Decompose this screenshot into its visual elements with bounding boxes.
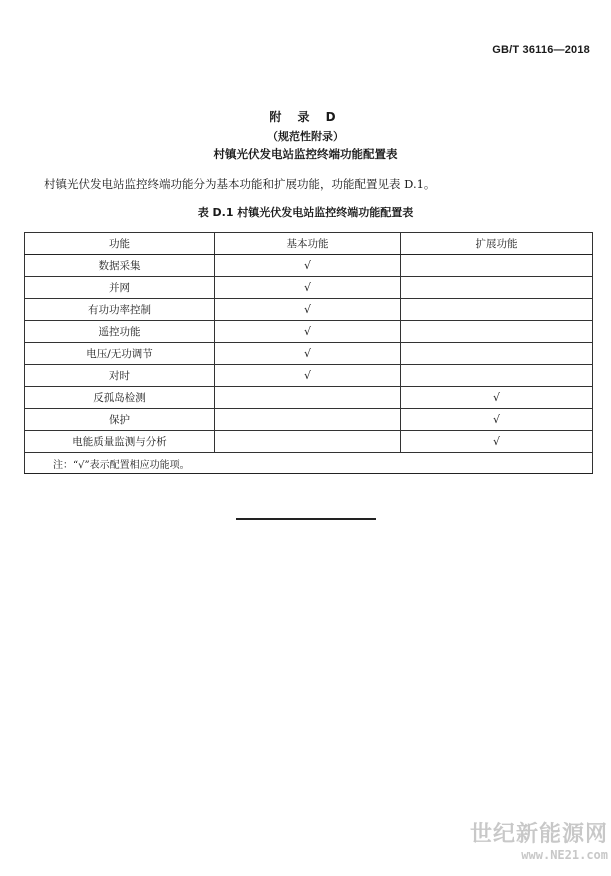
table-row <box>25 299 593 321</box>
table-header-row <box>25 233 593 255</box>
extended-cell <box>401 321 593 343</box>
function-cell: 电压/无功调节 <box>25 343 215 365</box>
basic-cell: √ <box>215 343 401 365</box>
table-row <box>25 255 593 277</box>
table-row <box>25 343 593 365</box>
basic-cell: √ <box>215 277 401 299</box>
table-row <box>25 321 593 343</box>
table-note-row <box>25 453 593 474</box>
function-cell: 并网 <box>25 277 215 299</box>
extended-cell: √ <box>401 431 593 453</box>
appendix-title: 附 录 D <box>269 110 342 124</box>
extended-cell: √ <box>401 409 593 431</box>
end-rule-divider <box>236 518 376 520</box>
function-cell: 数据采集 <box>25 255 215 277</box>
function-config-table <box>24 232 593 474</box>
basic-cell: √ <box>215 365 401 387</box>
table-row <box>25 365 593 387</box>
extended-cell <box>401 255 593 277</box>
appendix-name: 村镇光伏发电站监控终端功能配置表 <box>213 147 398 161</box>
table-row <box>25 409 593 431</box>
function-cell: 遥控功能 <box>25 321 215 343</box>
table-row <box>25 277 593 299</box>
extended-cell <box>401 365 593 387</box>
table-row <box>25 431 593 453</box>
watermark-name: 世纪新能源网 <box>469 822 608 847</box>
table-caption: 表 D.1 村镇光伏发电站监控终端功能配置表 <box>197 206 414 219</box>
function-cell: 有功功率控制 <box>25 299 215 321</box>
basic-cell: √ <box>215 321 401 343</box>
standard-code: GB/T 36116—2018 <box>492 44 590 56</box>
header-function: 功能 <box>25 233 215 255</box>
extended-cell <box>401 343 593 365</box>
table-row <box>25 387 593 409</box>
function-cell: 电能质量监测与分析 <box>25 431 215 453</box>
function-cell: 对时 <box>25 365 215 387</box>
basic-cell <box>215 387 401 409</box>
watermark <box>452 822 608 862</box>
extended-cell <box>401 299 593 321</box>
function-cell: 保护 <box>25 409 215 431</box>
header-extended: 扩展功能 <box>401 233 593 255</box>
extended-cell <box>401 277 593 299</box>
appendix-type: （规范性附录） <box>267 130 344 143</box>
watermark-url: www.NE21.com <box>521 848 608 862</box>
intro-paragraph: 村镇光伏发电站监控终端功能分为基本功能和扩展功能，功能配置见表 D.1。 <box>44 177 436 191</box>
table-note: 注：“√”表示配置相应功能项。 <box>25 453 593 474</box>
basic-cell <box>215 431 401 453</box>
extended-cell: √ <box>401 387 593 409</box>
basic-cell: √ <box>215 255 401 277</box>
function-cell: 反孤岛检测 <box>25 387 215 409</box>
basic-cell: √ <box>215 299 401 321</box>
header-basic: 基本功能 <box>215 233 401 255</box>
basic-cell <box>215 409 401 431</box>
